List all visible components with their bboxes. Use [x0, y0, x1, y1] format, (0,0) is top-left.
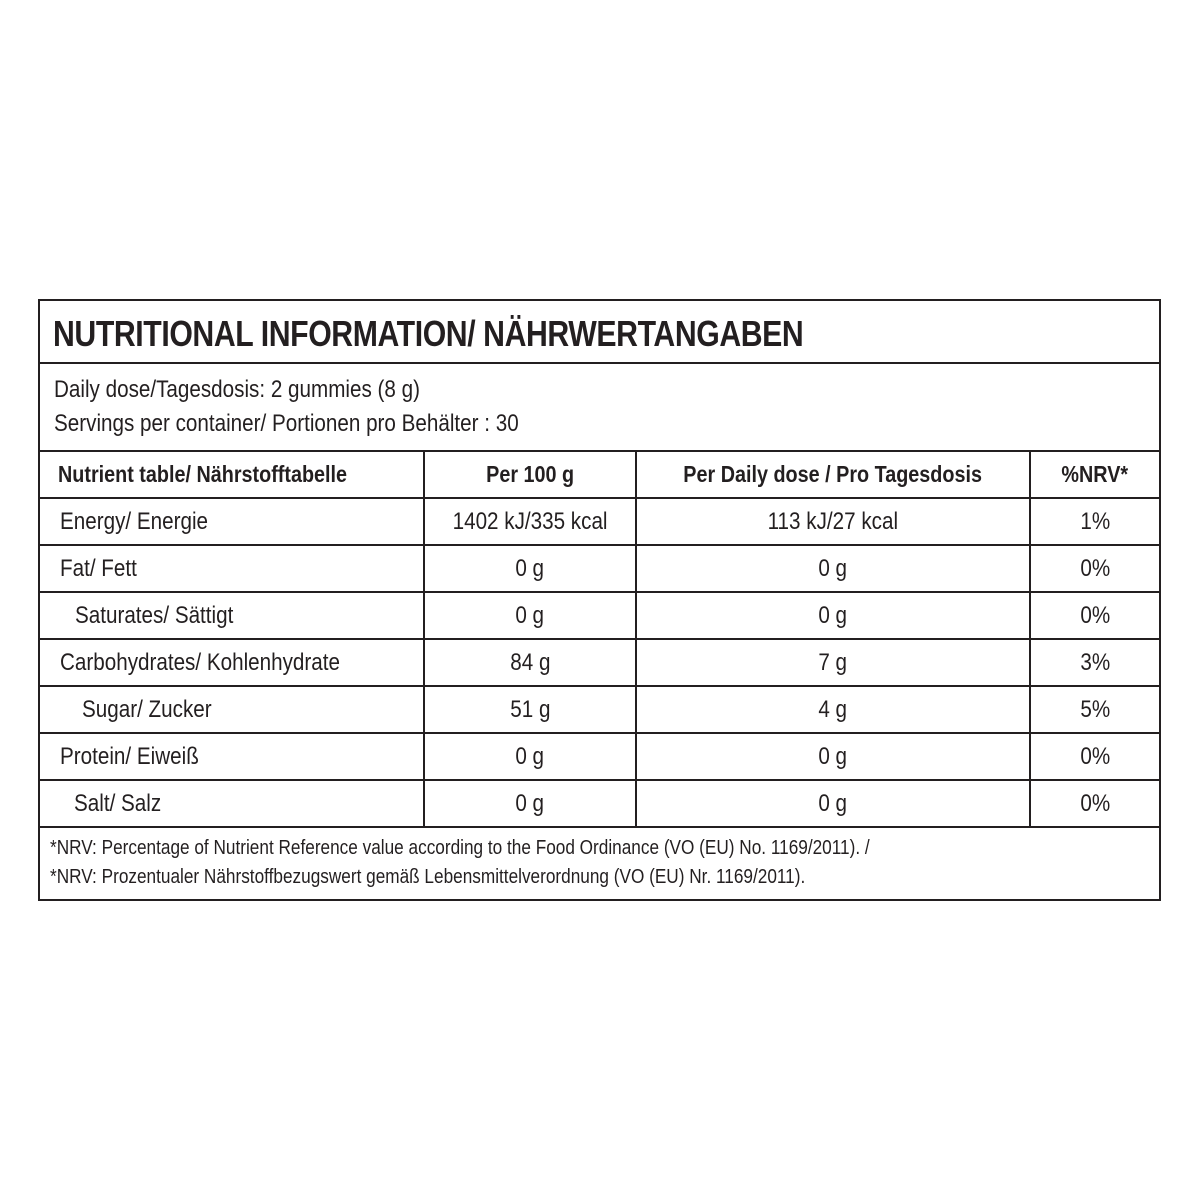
- nrv-value: 0%: [1030, 780, 1159, 827]
- servings-text: Servings per container/ Portionen pro Behälter : 30: [54, 410, 519, 437]
- per-dose-value: 0 g: [636, 592, 1030, 639]
- nutrient-name: Saturates/ Sättigt: [40, 592, 424, 639]
- table-row: [40, 498, 1159, 545]
- per-dose-value: 0 g: [636, 780, 1030, 827]
- table-row: [40, 639, 1159, 686]
- nrv-value: 5%: [1030, 686, 1159, 733]
- nutrient-table: [40, 452, 1159, 828]
- page-title: NUTRITIONAL INFORMATION/ NÄHRWERTANGABEN: [53, 313, 804, 354]
- nutrient-name: Sugar/ Zucker: [40, 686, 424, 733]
- nrv-value: 0%: [1030, 545, 1159, 592]
- table-row: [40, 592, 1159, 639]
- per-dose-value: 113 kJ/27 kcal: [636, 498, 1030, 545]
- title-bar: [40, 301, 1159, 364]
- daily-dose-text: Daily dose/Tagesdosis: 2 gummies (8 g): [54, 376, 420, 403]
- nrv-value: 1%: [1030, 498, 1159, 545]
- nutrient-name: Energy/ Energie: [40, 498, 424, 545]
- per100-value: 51 g: [424, 686, 636, 733]
- footnote-english: *NRV: Percentage of Nutrient Reference value according to the Food Ordinance (VO (EU) No. 1169/2011). /: [50, 837, 870, 859]
- nrv-value: 0%: [1030, 733, 1159, 780]
- nutrient-name: Carbohydrates/ Kohlenhydrate: [40, 639, 424, 686]
- nrv-value: 0%: [1030, 592, 1159, 639]
- column-header-nutrient: Nutrient table/ Nährstofftabelle: [40, 452, 424, 498]
- table-row: [40, 733, 1159, 780]
- table-row: [40, 780, 1159, 827]
- per100-value: 0 g: [424, 780, 636, 827]
- per100-value: 0 g: [424, 733, 636, 780]
- per-dose-value: 7 g: [636, 639, 1030, 686]
- nrv-footnote: [40, 826, 1159, 899]
- table-row: [40, 545, 1159, 592]
- dose-info: [40, 364, 1159, 452]
- nutrient-name: Protein/ Eiweiß: [40, 733, 424, 780]
- per-dose-value: 4 g: [636, 686, 1030, 733]
- table-row: [40, 686, 1159, 733]
- per-dose-value: 0 g: [636, 733, 1030, 780]
- footnote-german: *NRV: Prozentualer Nährstoffbezugswert gemäß Lebensmittelverordnung (VO (EU) Nr. 1169/2011).: [50, 866, 806, 888]
- column-header-nrv: %NRV*: [1030, 452, 1159, 498]
- nutrient-name: Salt/ Salz: [40, 780, 424, 827]
- nutrition-panel: [38, 299, 1161, 901]
- per100-value: 0 g: [424, 592, 636, 639]
- per100-value: 84 g: [424, 639, 636, 686]
- nutrient-name: Fat/ Fett: [40, 545, 424, 592]
- column-header-per100: Per 100 g: [424, 452, 636, 498]
- column-header-per-dose: Per Daily dose / Pro Tagesdosis: [636, 452, 1030, 498]
- per100-value: 0 g: [424, 545, 636, 592]
- nrv-value: 3%: [1030, 639, 1159, 686]
- per100-value: 1402 kJ/335 kcal: [424, 498, 636, 545]
- per-dose-value: 0 g: [636, 545, 1030, 592]
- table-header-row: [40, 452, 1159, 498]
